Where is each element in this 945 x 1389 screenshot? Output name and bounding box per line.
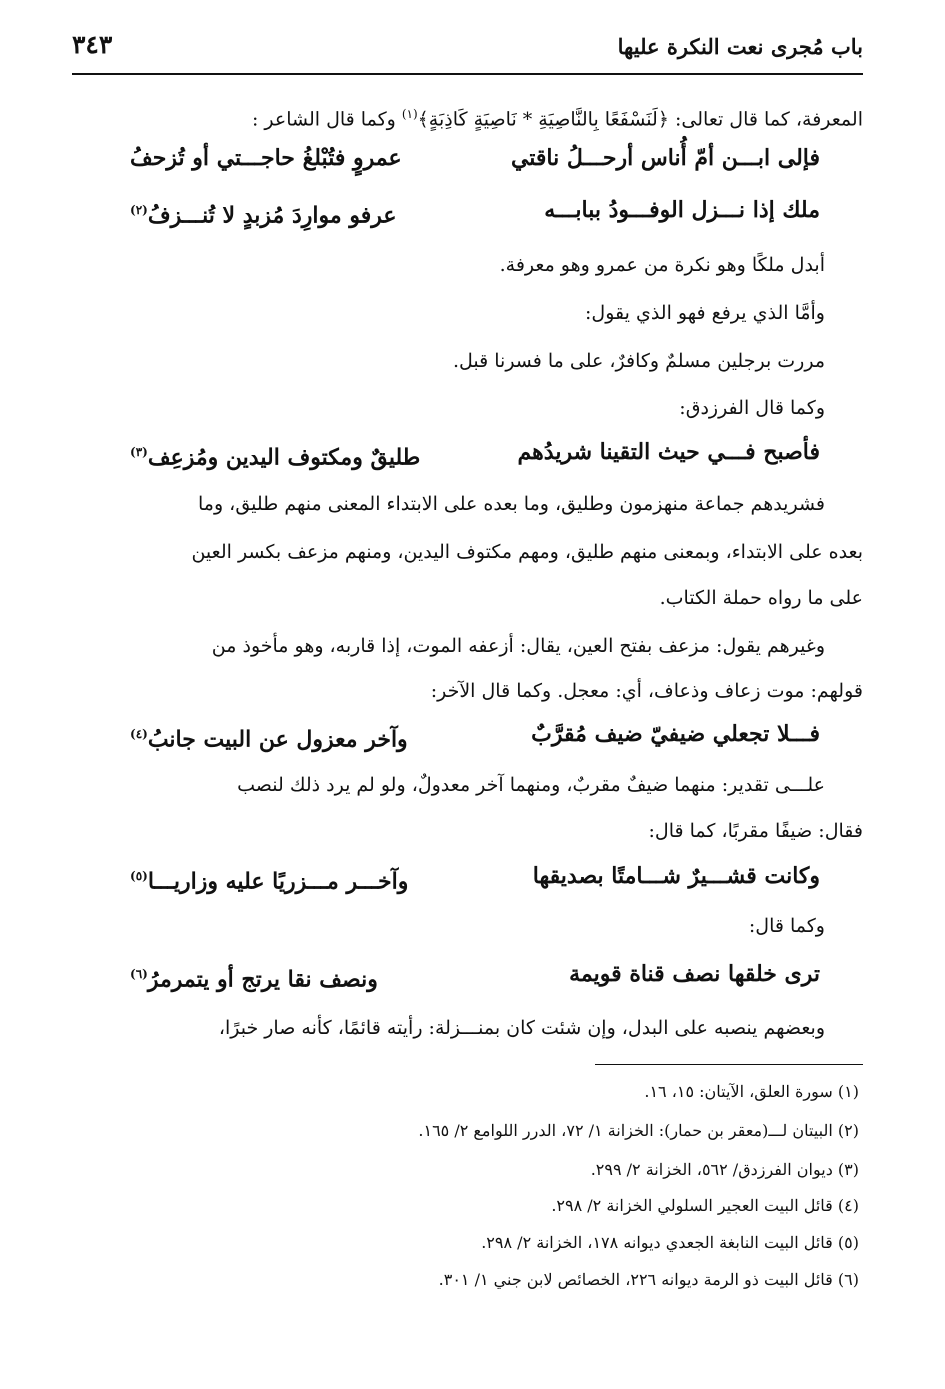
page-number: ٣٤٣ (72, 30, 113, 59)
footnote-separator (595, 1064, 863, 1065)
footnote: (٥) قائل البيت النابغة الجعدي ديوانه ١٧٨، الخزانة ٢/ ٢٩٨. (481, 1233, 859, 1252)
paragraph-line: قولهم: موت زعاف وذعاف، أي: معجل. وكما قال الآخر: (430, 680, 863, 702)
paragraph-line: وكما قال الفرزدق: (679, 397, 825, 419)
verse-second-hemistich: عرفو موارِدَ مُزبدٍ لا تُنـــزفُ$^{(٢)}$ (130, 202, 397, 229)
paragraph-line: أبدل ملكًا وهو نكرة من عمرو وهو معرفة. (499, 254, 825, 276)
footnote-ref: (٥) (130, 869, 148, 883)
verse-second-hemistich: وآخـــر مـــزريًا عليه وزاريـــا$^{(٥)}$ (130, 868, 409, 895)
footnote-ref: (٣) (130, 445, 148, 459)
footnote: (٢) البيتان لـــ(معقر بن حمار): الخزانة ١/ ٧٢، الدرر اللوامع ٢/ ١٦٥. (418, 1121, 859, 1140)
footnote: (٣) ديوان الفرزدق/ ٥٦٢، الخزانة ٢/ ٢٩٩. (590, 1160, 859, 1179)
footnote-ref: (١) (401, 107, 418, 121)
footnote: (٤) قائل البيت العجير السلولي الخزانة ٢/ ٢٩٨. (551, 1196, 859, 1215)
footnote-ref: (٤) (130, 727, 148, 741)
footnote: (١) سورة العلق، الآيتان: ١٥، ١٦. (644, 1082, 859, 1101)
verse-second-hemistich: عمروٍ فتُبْلغُ حاجـــتي أو تُزحفُ (130, 145, 402, 171)
paragraph-line: فقال: ضيفًا مقربًا، كما قال: (648, 820, 863, 842)
footnote-ref: (٦) (130, 967, 148, 981)
paragraph-line: وغيرهم يقول: مزعف بفتح العين، يقال: أزعفه الموت، إذا قاربه، وهو مأخوذ من (211, 635, 825, 657)
paragraph-line: فشريدهم جماعة منهزمون وطليق، وما بعده على الابتداء المعنى منهم طليق، وما (198, 493, 825, 515)
paragraph-line: على ما رواه حملة الكتاب. (659, 587, 863, 609)
running-title: باب مُجرى نعت النكرة عليها (617, 34, 863, 59)
paragraph-line: بعده على الابتداء، وبمعنى منهم طليق، ومهم مكتوف اليدين، ومنهم مزعف بكسر العين (191, 541, 863, 563)
verse-second-hemistich: طليقٌ ومكتوف اليدين ومُزعِف$^{(٣)}$ (130, 444, 421, 471)
paragraph-line: وكما قال: (748, 915, 825, 937)
paragraph-line: وأمَّا الذي يرفع فهو الذي يقول: (585, 302, 825, 324)
footnote: (٦) قائل البيت ذو الرمة ديوانه ٢٢٦، الخصائص لابن جني ١/ ٣٠١. (438, 1270, 859, 1289)
paragraph-line: علـــى تقدير: منهما ضيفٌ مقربٌ، ومنهما آخر معدولٌ، ولو لم يرد ذلك لنصب (237, 774, 825, 796)
verse-first-hemistich: فـــلا تجعلي ضيفيّ ضيف مُقرَّبٌ (531, 721, 820, 747)
verse-second-hemistich: وآخر معزول عن البيت جانبُ$^{(٤)}$ (130, 726, 408, 753)
verse-first-hemistich: وكانت قشـــيرٌ شـــامتًا بصديقها (532, 863, 820, 889)
page-header (72, 26, 863, 70)
header-rule (72, 73, 863, 75)
verse-second-hemistich: ونصف نقا يرتج أو يتمرمرُ$^{(٦)}$ (130, 966, 378, 993)
paragraph-line: وبعضهم ينصبه على البدل، وإن شئت كان بمنـــزلة: رأيته قائمًا، كأنه صار خبرًا، (218, 1017, 825, 1039)
verse-first-hemistich: فأصبح فـــي حيث التقينا شريدُهم (517, 439, 820, 465)
verse-first-hemistich: فإلى ابـــن أمّ أُناس أرحـــلُ ناقتي (510, 145, 820, 171)
verse-first-hemistich: ترى خلقها نصف قناة قويمة (569, 961, 820, 987)
paragraph-line: مررت برجلين مسلمٌ وكافرٌ، على ما فسرنا قبل. (452, 350, 825, 372)
paragraph-line: المعرفة، كما قال تعالى: ﴿لَنَسْفَعًا بِالنَّاصِيَةِ * نَاصِيَةٍ كَاذِبَةٍ﴾$^{(١)}$ وكما قال الشاعر : (251, 107, 863, 131)
verse-first-hemistich: ملك إذا نـــزل الوفـــودُ ببابـــه (544, 197, 820, 223)
footnote-ref: (٢) (130, 203, 148, 217)
